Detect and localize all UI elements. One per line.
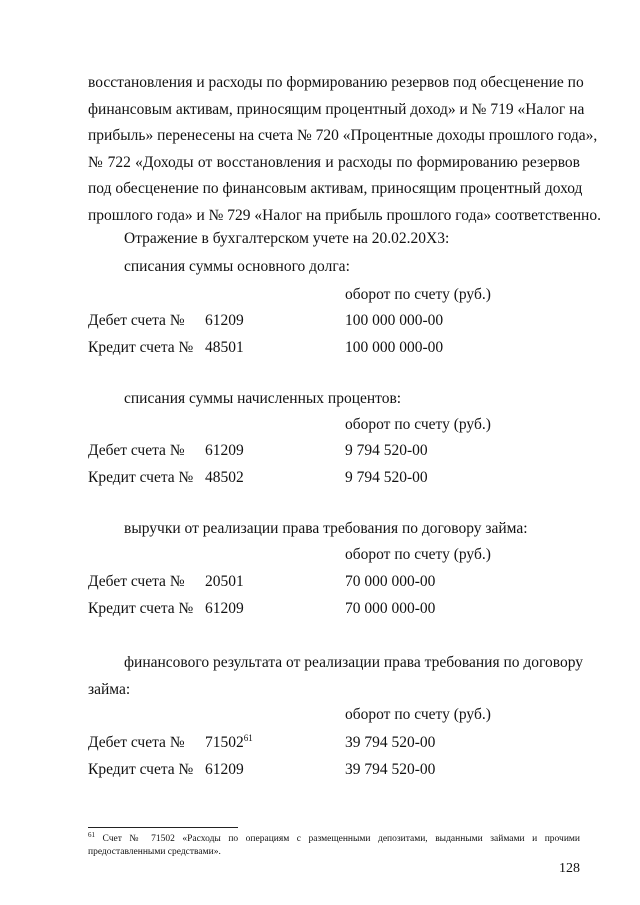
credit-account: 61209 — [205, 761, 244, 778]
debit-amount: 9 794 520-00 — [345, 442, 428, 459]
debit-label: Дебет счета № — [88, 734, 185, 751]
debit-account: 20501 — [205, 573, 244, 590]
section-title: списания суммы начисленных процентов: — [124, 390, 402, 407]
credit-amount: 70 000 000-00 — [345, 600, 436, 617]
section-title-line: финансового результата от реализации права требования по договору — [124, 654, 584, 671]
footnote-reference: 61 — [243, 733, 253, 743]
credit-account: 48502 — [205, 469, 244, 486]
intro-paragraph — [88, 70, 601, 229]
section-title: выручки от реализации права требования по договору займа: — [124, 520, 528, 537]
debit-amount: 100 000 000-00 — [345, 312, 444, 329]
debit-label: Дебет счета № — [88, 573, 185, 590]
debit-label: Дебет счета № — [88, 442, 185, 459]
credit-label: Кредит счета № — [88, 761, 194, 778]
footnote — [88, 833, 580, 859]
credit-label: Кредит счета № — [88, 339, 194, 356]
footnote-divider — [88, 827, 238, 828]
debit-amount: 39 794 520-00 — [345, 734, 436, 751]
intro-line: прошлого года» и № 729 «Налог на прибыль прошлого года» соответственно. — [88, 206, 601, 224]
debit-account: 61209 — [205, 442, 244, 459]
turnover-header: оборот по счету (руб.) — [345, 286, 491, 303]
intro-line: № 722 «Доходы от восстановления и расходы по формированию резервов — [88, 153, 580, 171]
credit-amount: 100 000 000-00 — [345, 339, 444, 356]
turnover-header: оборот по счету (руб.) — [345, 416, 491, 433]
debit-label: Дебет счета № — [88, 312, 185, 329]
credit-label: Кредит счета № — [88, 600, 194, 617]
credit-label: Кредит счета № — [88, 469, 194, 486]
credit-amount: 39 794 520-00 — [345, 761, 436, 778]
intro-line: финансовым активам, приносящим процентный доход» и № 719 «Налог на — [88, 100, 585, 118]
intro-line: под обесценение по финансовым активам, приносящим процентный доход — [88, 180, 583, 197]
footnote-line: предоставленными средствами». — [88, 847, 221, 857]
credit-account: 61209 — [205, 600, 244, 617]
credit-amount: 9 794 520-00 — [345, 469, 428, 486]
intro-line: восстановления и расходы по формированию резервов под обесценение по — [88, 74, 584, 91]
reflection-heading: Отражение в бухгалтерском учете на 20.02.20Х3: — [124, 230, 450, 247]
credit-account: 48501 — [205, 339, 244, 356]
turnover-header: оборот по счету (руб.) — [345, 706, 491, 723]
debit-amount: 70 000 000-00 — [345, 573, 436, 590]
debit-account-number: 71502 — [205, 734, 244, 751]
section-title — [88, 650, 584, 703]
page-number: 128 — [559, 861, 580, 876]
footnote-line — [88, 833, 580, 846]
intro-line: прибыль» перенесены на счета № 720 «Процентные доходы прошлого года», — [88, 127, 598, 144]
debit-account — [205, 734, 253, 752]
footnote-number: 61 — [88, 831, 95, 839]
section-title: списания суммы основного долга: — [124, 258, 350, 275]
footnote-text: Счет № 71502 «Расходы по операциям с размещенными депозитами, выданными займами и прочими — [102, 834, 581, 844]
turnover-header: оборот по счету (руб.) — [345, 546, 491, 563]
debit-account: 61209 — [205, 312, 244, 329]
section-title-line: займа: — [88, 680, 131, 698]
